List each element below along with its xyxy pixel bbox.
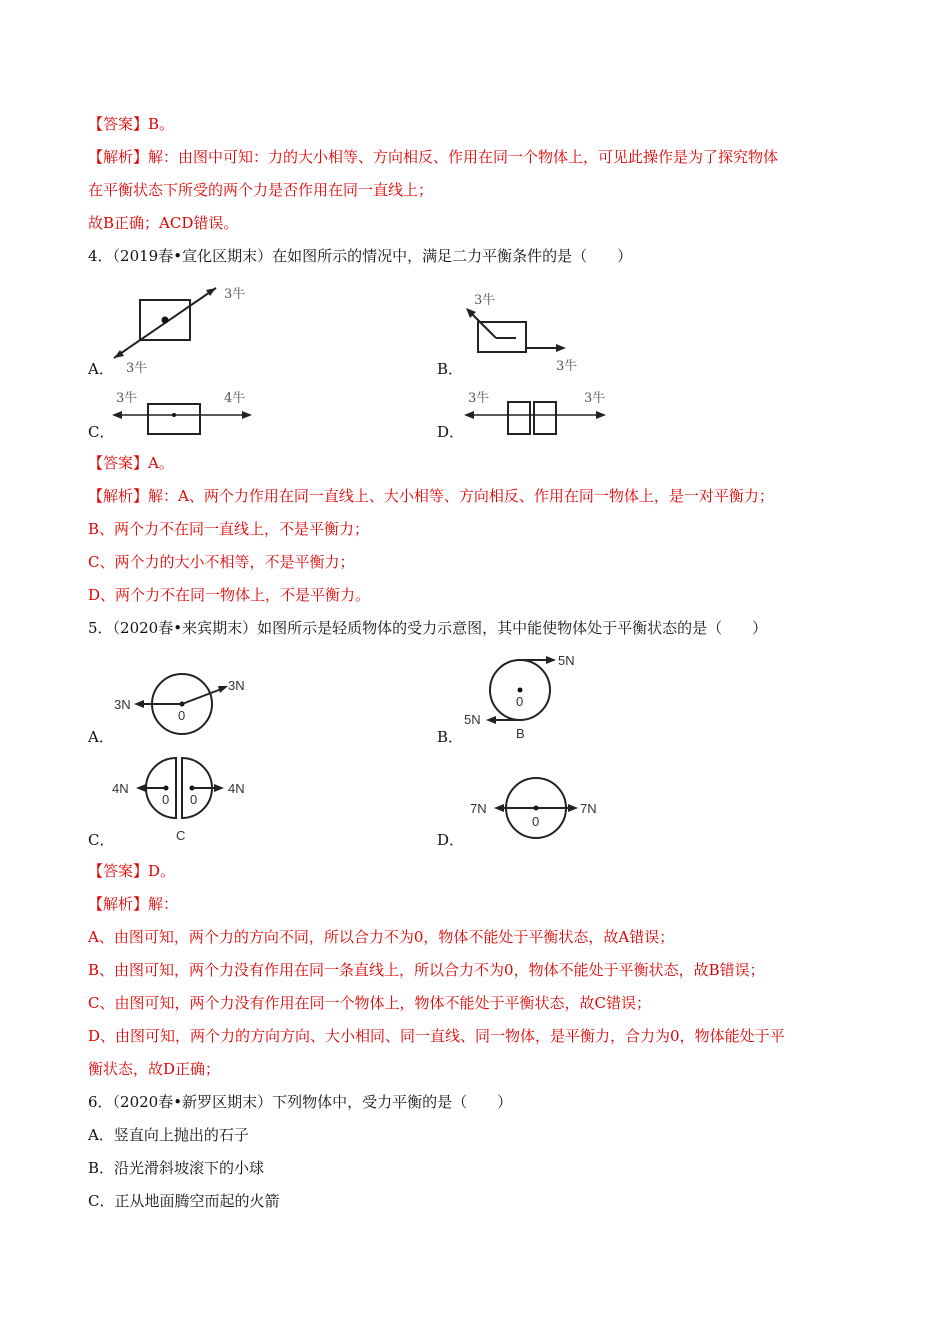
q4-option-b-label: B．	[437, 360, 464, 378]
q6-option-a: A．竖直向上抛出的石子	[88, 1126, 249, 1144]
q3-answer: 【答案】B。	[88, 115, 175, 133]
q5a-origin-label: 0	[178, 708, 186, 723]
q5-figure-c	[110, 752, 270, 847]
q4-stem: 4．（2019春•宣化区期末）在如图所示的情况中，满足二力平衡条件的是（ ）	[88, 247, 633, 265]
q5-analysis-line: C、由图可知，两个力没有作用在同一个物体上，物体不能处于平衡状态，故C错误；	[88, 994, 651, 1012]
q5-analysis-line: B、由图可知，两个力没有作用在同一条直线上，所以合力不为0，物体不能处于平衡状态，故B错误；	[88, 961, 765, 979]
q4-analysis-line: B、两个力不在同一直线上，不是平衡力；	[88, 520, 370, 538]
q5b-caption: B	[516, 726, 525, 741]
q5c-origin-label: 0	[162, 792, 170, 807]
q3-analysis-line: 故B正确；ACD错误。	[88, 214, 239, 232]
q5-analysis-line: 【解析】解：	[88, 895, 179, 913]
q4c-force-label: 3牛	[116, 391, 138, 406]
q4b-force-label: 3牛	[556, 359, 578, 374]
q4-figure-b	[456, 288, 596, 378]
q4-figure-a	[104, 280, 274, 375]
q5-answer: 【答案】D。	[88, 862, 176, 880]
q5a-force-label: 3N	[228, 678, 245, 693]
q5a-force-label: 3N	[114, 697, 131, 712]
q4a-force-label: 3牛	[126, 361, 148, 375]
q5-stem: 5．（2020春•来宾期末）如图所示是轻质物体的受力示意图，其中能使物体处于平衡状态的是（ ）	[88, 619, 768, 637]
q4c-force-label: 4牛	[224, 391, 246, 406]
q3-analysis-line: 在平衡状态下所受的两个力是否作用在同一直线上；	[88, 181, 434, 199]
q4-option-d-label: D．	[437, 423, 465, 441]
q5b-origin-label: 0	[516, 694, 524, 709]
q5d-force-label: 7N	[580, 801, 597, 816]
q4-option-c-label: C．	[88, 423, 115, 441]
q5-analysis-line: D、由图可知，两个力的方向方向、大小相同、同一直线、同一物体，是平衡力，合力为0，物体能处于平	[88, 1027, 785, 1045]
q5-option-c-label: C．	[88, 831, 115, 849]
q5c-origin-label: 0	[190, 792, 198, 807]
q5c-force-label: 4N	[112, 781, 129, 796]
q4-analysis-line: 【解析】解：A、两个力作用在同一直线上、大小相等、方向相反、作用在同一物体上，是一对平衡力；	[88, 487, 774, 505]
q5-figure-d	[464, 772, 614, 844]
q4a-force-label: 3牛	[224, 287, 246, 302]
q4-figure-d	[460, 388, 620, 438]
q6-option-c: C．正从地面腾空而起的火箭	[88, 1192, 280, 1210]
q4d-force-label: 3牛	[584, 391, 606, 406]
q4d-force-label: 3牛	[468, 391, 490, 406]
q5c-caption: C	[176, 828, 186, 843]
q5b-force-label: 5N	[558, 653, 575, 668]
q5-figure-a	[110, 668, 260, 743]
q4-figure-c	[108, 388, 268, 438]
q5-figure-b	[460, 648, 610, 744]
q6-stem: 6．（2020春•新罗区期末）下列物体中，受力平衡的是（ ）	[88, 1093, 513, 1111]
q5-option-a-label: A．	[88, 728, 114, 746]
q5-analysis-line: 衡状态，故D正确；	[88, 1060, 221, 1078]
q4-analysis-line: D、两个力不在同一物体上，不是平衡力。	[88, 586, 371, 604]
q4b-force-label: 3牛	[474, 293, 496, 308]
q5-option-d-label: D．	[437, 831, 465, 849]
q5d-origin-label: 0	[532, 814, 540, 829]
q5d-force-label: 7N	[470, 801, 487, 816]
q4-analysis-line: C、两个力的大小不相等，不是平衡力；	[88, 553, 355, 571]
q4-option-a-label: A．	[88, 360, 114, 378]
q3-analysis-line: 【解析】解：由图中可知：力的大小相等、方向相反、作用在同一个物体上，可见此操作是为了探究物体	[88, 148, 779, 166]
q6-option-b: B．沿光滑斜坡滚下的小球	[88, 1159, 265, 1177]
q5-analysis-line: A、由图可知，两个力的方向不同，所以合力不为0，物体不能处于平衡状态，故A错误；	[88, 928, 675, 946]
q5b-force-label: 5N	[464, 712, 481, 727]
q5-option-b-label: B．	[437, 728, 464, 746]
q4-answer: 【答案】A。	[88, 454, 174, 472]
q5c-force-label: 4N	[228, 781, 245, 796]
